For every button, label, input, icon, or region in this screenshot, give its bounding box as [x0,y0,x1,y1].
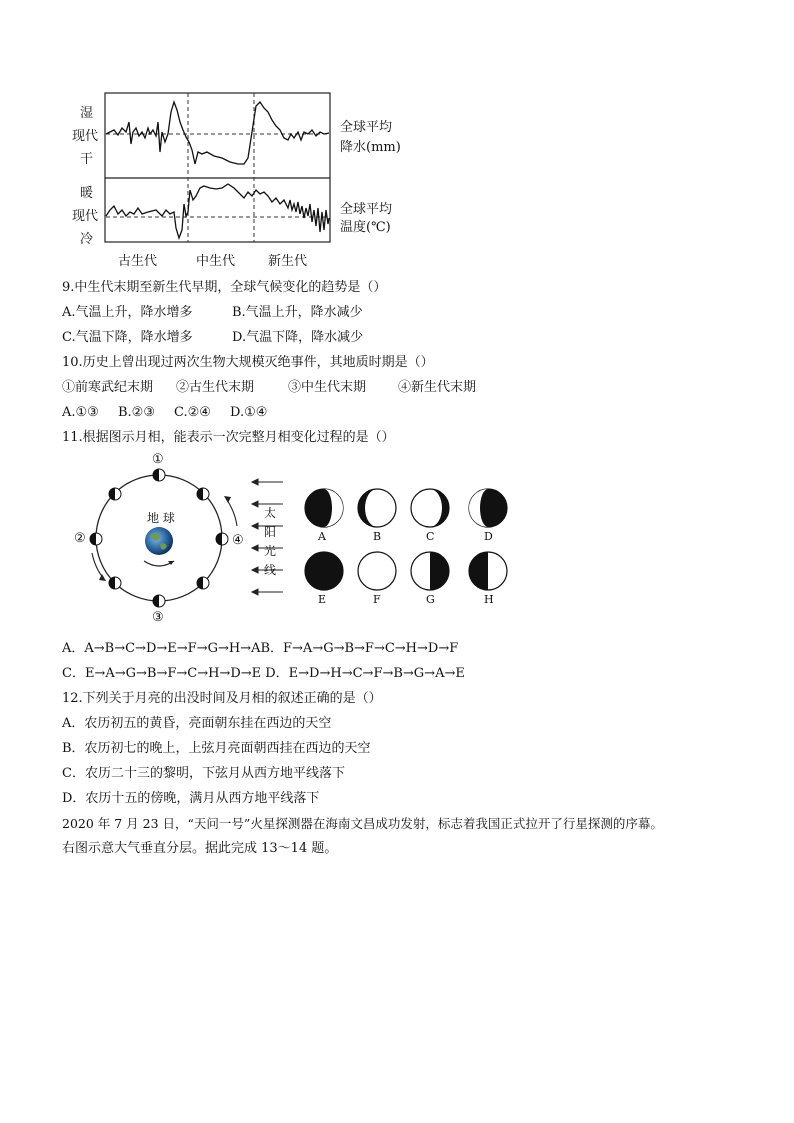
phase-label-g: G [426,593,435,606]
phase-label-a: A [318,530,326,543]
temp-label-1: 全球平均 [340,202,393,217]
label-warm: 暖 [80,186,94,201]
precip-label-2: 降水(mm) [340,140,401,155]
passage-line-1: 2020 年 7 月 23 日，“天问一号”火星探测器在海南文昌成功发射，标志着我国正式拉开了行星探测的序幕。 [62,816,663,831]
phase-b [358,489,396,527]
q11-options-line1: A．A→B→C→D→E→F→G→H→AB．F→A→G→B→F→C→H→D→F [62,641,459,656]
moon-top-left [109,488,121,500]
phase-c [411,489,449,527]
q12-stem: 12.下列关于月亮的出没时间及月相的叙述正确的是（） [62,691,382,706]
moon-bottom-left [109,577,121,589]
moon-bottom [153,595,165,607]
era-mesozoic: 中生代 [196,254,236,269]
phase-label-c: C [426,530,435,543]
q11-options-line2: C．E→A→G→B→F→C→H→D→E D．E→D→H→C→F→B→G→A→E [62,666,465,681]
era-paleozoic: 古生代 [118,254,158,269]
phase-e [305,552,343,590]
moon-top [153,469,165,481]
climate-plot [104,92,332,244]
q10-choice-1: ①前寒武纪末期 [62,380,154,395]
label-cold: 冷 [80,232,94,247]
q10-choice-3: ③中生代末期 [288,380,367,395]
q9-option-a: A.气温上升，降水增多 [62,305,193,320]
moon-bottom-right [197,577,209,589]
phase-label-f: F [373,593,381,606]
phase-label-h: H [484,593,494,606]
phase-label-b: B [373,530,382,543]
moon-left [90,533,102,545]
phase-f [358,552,396,590]
q12-option-c: C．农历二十三的黎明，下弦月从西方地平线落下 [62,766,345,781]
phase-h [469,552,507,590]
q9-stem: 9.中生代末期至新生代早期，全球气候变化的趋势是（） [62,280,387,295]
label-modern-precip: 现代 [72,129,99,144]
q12-option-b: B．农历初七的晚上，上弦月亮面朝西挂在西边的天空 [62,741,371,756]
precip-label-1: 全球平均 [340,120,393,135]
phase-a [305,489,343,527]
phase-label-d: D [484,530,493,543]
earth-globe [145,527,173,555]
sunlight-char-4: 线 [264,563,277,577]
earth-label: 地 球 [147,511,175,525]
moon-right [216,533,228,545]
label-modern-temp: 现代 [72,209,99,224]
q9-option-b: B.气温上升，降水减少 [232,305,363,320]
q11-stem: 11.根据图示月相，能表示一次完整月相变化过程的是（） [62,430,395,445]
sunlight-char-3: 光 [264,544,277,558]
temp-curve [106,184,329,238]
q9-option-d: D.气温下降，降水减少 [232,330,364,345]
orbit-label-1: ① [152,452,164,467]
q10-choice-2: ②古生代末期 [176,380,255,395]
q10-option-a: A.①③ [62,405,99,420]
passage-line-2: 右图示意大气垂直分层。据此完成 13～14 题。 [62,841,338,856]
q12-option-d: D．农历十五的傍晚，满月从西方地平线落下 [62,791,320,806]
q10-choice-4: ④新生代末期 [398,380,477,395]
era-cenozoic: 新生代 [268,254,308,269]
temp-label-2: 温度(℃) [340,220,391,235]
q10-option-d: D.①④ [230,405,268,420]
label-dry: 干 [80,152,94,167]
label-wet: 湿 [80,106,94,121]
q9-option-c: C.气温下降，降水增多 [62,330,193,345]
moon-top-right [197,488,209,500]
precip-curve [106,102,329,164]
sunlight-char-1: 太 [264,506,277,520]
q10-option-c: C.②④ [174,405,211,420]
orbit-label-4: ④ [232,533,244,548]
orbit-label-2: ② [74,531,86,546]
phase-label-e: E [318,593,327,606]
q10-option-b: B.②③ [118,405,155,420]
orbit-label-3: ③ [152,610,164,625]
q12-option-a: A．农历初五的黄昏，亮面朝东挂在西边的天空 [62,716,332,731]
sunlight-char-2: 阳 [264,525,277,539]
q10-stem: 10.历史上曾出现过两次生物大规模灭绝事件，其地质时期是（） [62,355,434,370]
phase-d [469,489,507,527]
phase-g [411,552,449,590]
